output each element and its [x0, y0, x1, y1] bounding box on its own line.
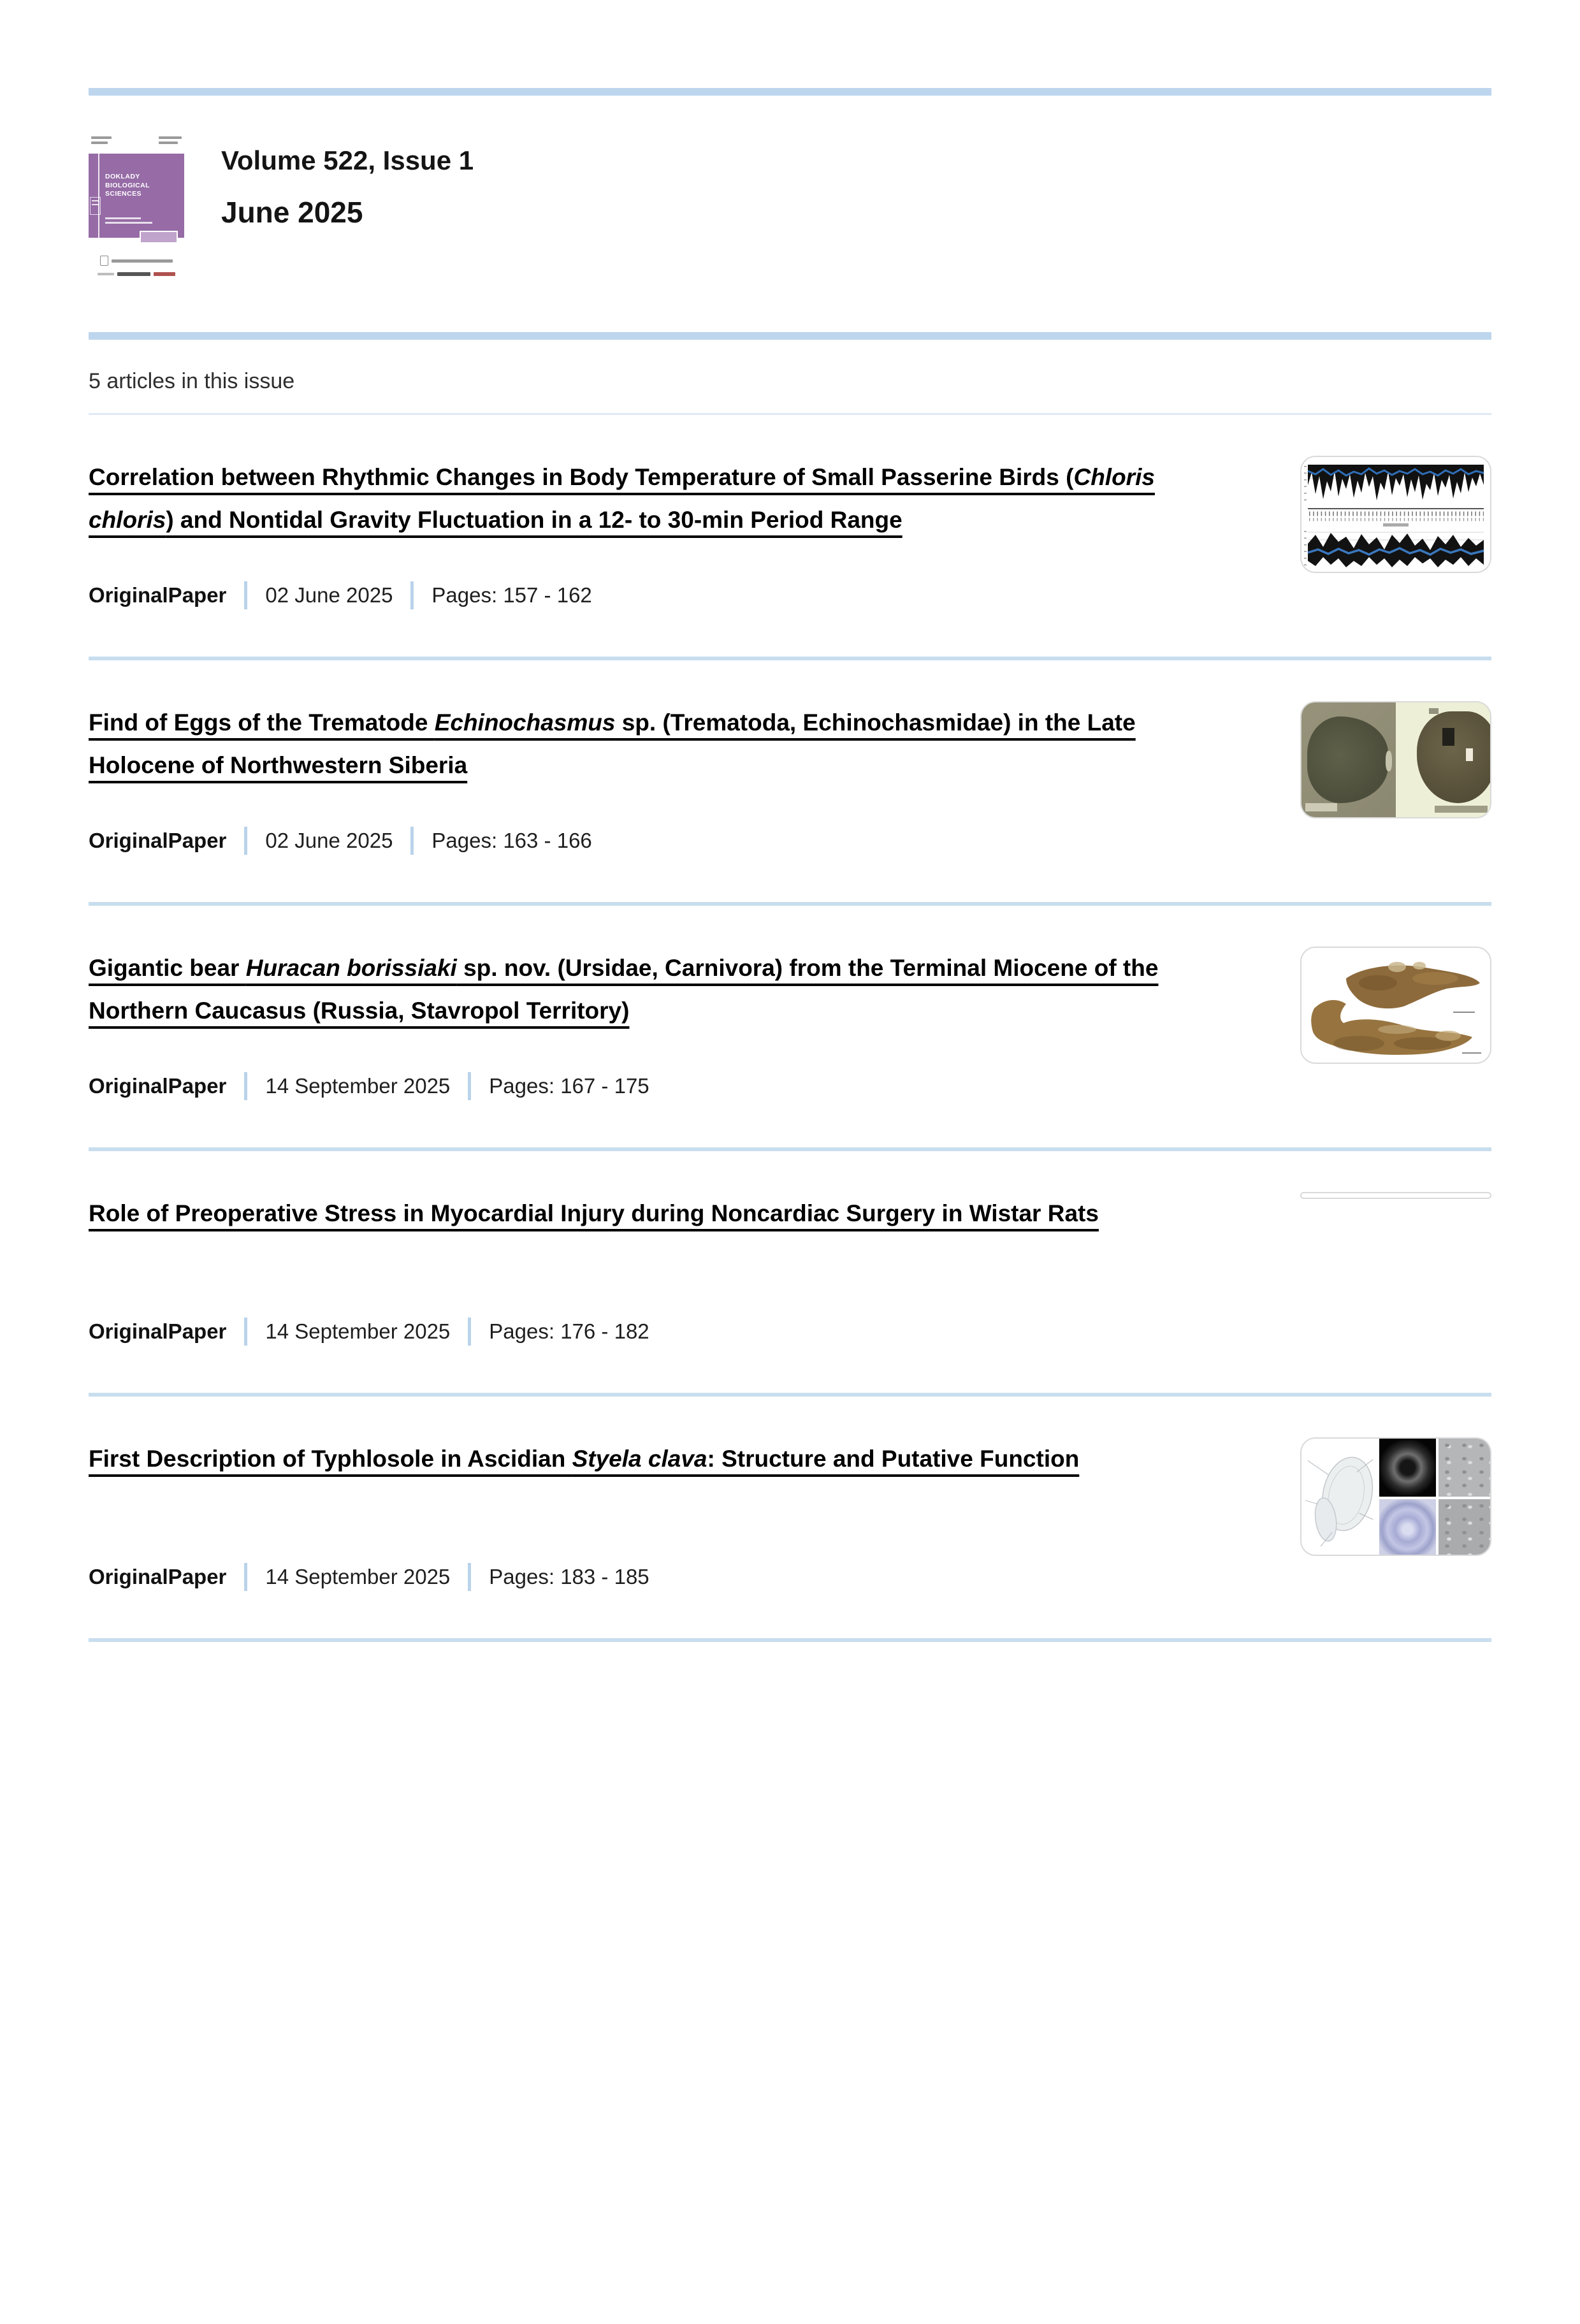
cover-journal-title: DOKLADY BIOLOGICAL SCIENCES [105, 173, 150, 198]
article-text-block [89, 947, 1229, 1100]
egg-micrograph-left [1301, 702, 1396, 817]
placeholder-bar [154, 272, 175, 276]
publication-date: 14 September 2025 [265, 1074, 451, 1098]
content-type-label: OriginalPaper [89, 583, 227, 607]
pages-range: Pages: 167 - 175 [489, 1074, 649, 1098]
content-type-label: OriginalPaper [89, 1074, 227, 1098]
pages-range: Pages: 157 - 162 [431, 583, 592, 607]
placeholder-bar [105, 222, 152, 224]
article-meta [89, 1318, 1229, 1346]
cover-image [89, 154, 184, 238]
article-meta [89, 581, 1229, 609]
issue-volume-title: Volume 522, Issue 1 [221, 145, 474, 175]
journal-cover-thumbnail[interactable] [89, 136, 184, 276]
publication-date: 02 June 2025 [265, 583, 393, 607]
issue-title-block [221, 145, 474, 229]
article-list-item [89, 660, 1491, 855]
placeholder-bar [91, 136, 112, 139]
top-divider [89, 88, 1491, 96]
article-title-link[interactable]: Find of Eggs of the Trematode Echinochasmus sp. (Trematoda, Echinochasmidae) in the Late Holocene of Northwestern Siberia [89, 709, 1136, 778]
article-list-item [89, 1151, 1491, 1346]
dark-micrograph-panel [1379, 1439, 1436, 1497]
meta-separator [468, 1072, 471, 1100]
content-type-label: OriginalPaper [89, 829, 227, 852]
placeholder-bar [112, 259, 173, 263]
article-thumbnail-fossil[interactable] [1300, 947, 1491, 1064]
article-title-link[interactable]: Gigantic bear Huracan borissiaki sp. nov. (Ursidae, Carnivora) from the Terminal Miocene of the Northern Caucasus (Russia, Stavropol Territory) [89, 955, 1159, 1024]
pages-range: Pages: 163 - 166 [431, 829, 592, 852]
cover-tab [140, 231, 178, 243]
article-title-link[interactable]: Correlation between Rhythmic Changes in Body Temperature of Small Passerine Birds (Chloris chloris) and Nontidal Gravity Fluctuation in a 12- to 30-min Period Range [89, 464, 1155, 533]
issue-date: June 2025 [221, 196, 363, 229]
em-micrograph-panel [1439, 1499, 1491, 1556]
cover-header-text-placeholder [89, 136, 184, 149]
cover-stripe [98, 154, 99, 238]
timeseries-chart-graphic [1301, 457, 1490, 572]
meta-separator [244, 1318, 247, 1346]
publication-date: 14 September 2025 [265, 1319, 451, 1343]
article-title-link[interactable]: First Description of Typhlosole in Ascidian Styela clava: Structure and Putative Function [89, 1446, 1080, 1472]
anatomy-drawing-graphic [1301, 1439, 1377, 1556]
meta-separator [244, 581, 247, 609]
article-meta [89, 1072, 1229, 1100]
anatomy-drawing-panel [1301, 1439, 1377, 1556]
placeholder-bar [98, 273, 114, 275]
cover-publisher-logos [89, 256, 184, 276]
article-text-block [89, 1437, 1229, 1591]
article-thumbnail-eggs[interactable] [1300, 701, 1491, 818]
article-count: 5 articles in this issue [89, 369, 295, 393]
publisher-logo-icon [100, 256, 108, 266]
article-thumbnail-histology[interactable] [1300, 1192, 1491, 1199]
meta-separator [468, 1563, 471, 1591]
section-divider [89, 332, 1491, 340]
egg-micrograph-right [1396, 702, 1490, 817]
meta-separator [468, 1318, 471, 1346]
article-meta [89, 1563, 1229, 1591]
issue-header [89, 136, 1491, 276]
meta-separator [410, 827, 414, 855]
placeholder-bar [117, 272, 150, 276]
article-thumbnail-timeseries[interactable] [1300, 456, 1491, 573]
stained-section-panel [1379, 1499, 1436, 1556]
article-list-item [89, 1397, 1491, 1591]
article-title-link[interactable]: Role of Preoperative Stress in Myocardial Injury during Noncardiac Surgery in Wistar Rats [89, 1200, 1099, 1226]
fossil-jaw-graphic [1301, 948, 1490, 1063]
meta-separator [410, 581, 414, 609]
anniversary-emblem [90, 197, 101, 215]
article-thumbnail-ascidian[interactable] [1300, 1437, 1491, 1556]
article-list-item [89, 906, 1491, 1100]
publication-date: 14 September 2025 [265, 1565, 451, 1588]
pages-range: Pages: 176 - 182 [489, 1319, 649, 1343]
content-type-label: OriginalPaper [89, 1565, 227, 1588]
article-text-block [89, 1192, 1229, 1346]
placeholder-bar [105, 217, 141, 219]
meta-separator [244, 1563, 247, 1591]
publication-date: 02 June 2025 [265, 829, 393, 852]
placeholder-bar [159, 142, 178, 144]
content-type-label: OriginalPaper [89, 1319, 227, 1343]
meta-separator [244, 1072, 247, 1100]
pages-range: Pages: 183 - 185 [489, 1565, 649, 1588]
cover-editor-text-placeholder [105, 215, 152, 224]
em-micrograph-panel [1439, 1439, 1491, 1497]
article-text-block [89, 456, 1229, 609]
meta-separator [244, 827, 247, 855]
article-meta [89, 827, 1229, 855]
placeholder-bar [91, 142, 108, 144]
list-bottom-divider [89, 1638, 1491, 1642]
article-text-block [89, 701, 1229, 855]
placeholder-bar [159, 136, 182, 139]
article-list-item [89, 415, 1491, 609]
